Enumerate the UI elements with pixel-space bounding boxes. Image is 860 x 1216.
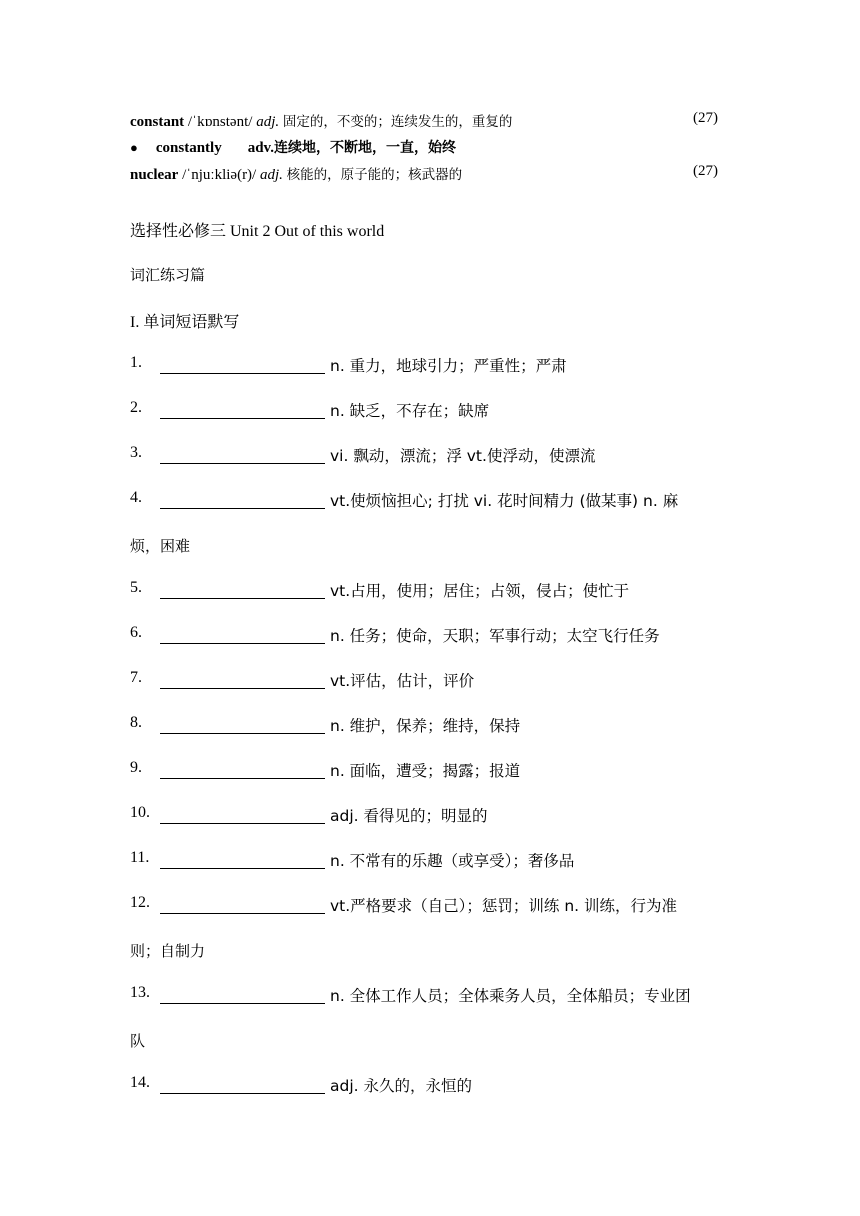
item-definition: vt.严格要求（自己）；惩罚；训练 n. 训练，行为准 — [330, 897, 678, 915]
item-number: 3. — [130, 444, 142, 461]
answer-blank[interactable] — [160, 1003, 325, 1004]
vocab-entry-nuclear — [130, 163, 462, 184]
item-definition: adj. 看得见的；明显的 — [330, 807, 488, 825]
item-number: 14. — [130, 1074, 150, 1091]
item-definition: vt.评估，估计，评价 — [330, 672, 475, 690]
item-number: 6. — [130, 624, 142, 641]
item-definition: n. 面临，遭受；揭露；报道 — [330, 762, 521, 780]
answer-blank[interactable] — [160, 598, 325, 599]
item-number: 8. — [130, 714, 142, 731]
bullet-icon: ● — [130, 140, 138, 155]
section-title: 词汇练习篇 — [130, 266, 206, 284]
item-number: 10. — [130, 804, 150, 821]
page-reference: (27) — [693, 110, 718, 126]
item-definition: n. 任务；使命，天职；军事行动；太空飞行任务 — [330, 627, 660, 645]
item-number: 11. — [130, 849, 150, 866]
item-definition: adj. 永久的，永恒的 — [330, 1077, 472, 1095]
vocab-pos: adj. — [259, 167, 283, 183]
item-definition: vt.使烦恼担心; 打扰 vi. 花时间精力 (做某事) n. 麻 — [330, 492, 679, 510]
item-number: 9. — [130, 759, 142, 776]
answer-blank[interactable] — [160, 823, 325, 824]
item-definition: n. 不常有的乐趣（或享受）；奢侈品 — [330, 852, 575, 870]
item-number: 7. — [130, 669, 142, 686]
vocab-meaning: 核能的，原子能的；核武器的 — [286, 167, 463, 183]
bullet-pos: adv. — [247, 140, 274, 156]
answer-blank[interactable] — [160, 778, 325, 779]
item-definition: vt.占用，使用；居住；占领，侵占；使忙于 — [330, 582, 630, 600]
bullet-entry-constantly — [130, 137, 456, 157]
item-definition: n. 缺乏，不存在；缺席 — [330, 402, 490, 420]
unit-title: 选择性必修三 Unit 2 Out of this world — [130, 223, 385, 240]
item-definition-continued: 队 — [130, 1032, 146, 1050]
answer-blank[interactable] — [160, 913, 325, 914]
answer-blank[interactable] — [160, 463, 325, 464]
item-definition: n. 全体工作人员；全体乘务人员，全体船员；专业团 — [330, 987, 691, 1005]
exercise-title: I. 单词短语默写 — [130, 314, 240, 331]
answer-blank[interactable] — [160, 688, 325, 689]
item-number: 2. — [130, 399, 142, 416]
item-definition: vi. 飘动，漂流；浮 vt.使浮动，使漂流 — [330, 447, 596, 465]
item-number: 1. — [130, 354, 142, 371]
item-number: 5. — [130, 579, 142, 596]
page-reference: (27) — [693, 163, 718, 179]
item-number: 12. — [130, 894, 150, 911]
item-number: 4. — [130, 489, 142, 506]
item-definition-continued: 烦，困难 — [130, 537, 191, 555]
vocab-phonetic: /ˈkɒnstənt/ — [187, 114, 253, 130]
vocab-meaning: 固定的，不变的；连续发生的，重复的 — [282, 114, 513, 130]
item-definition: n. 重力，地球引力；严重性；严肃 — [330, 357, 567, 375]
answer-blank[interactable] — [160, 508, 325, 509]
answer-blank[interactable] — [160, 733, 325, 734]
answer-blank[interactable] — [160, 643, 325, 644]
answer-blank[interactable] — [160, 418, 325, 419]
item-definition: n. 维护，保养；维持，保持 — [330, 717, 521, 735]
vocab-entry-constant — [130, 110, 512, 131]
item-definition-continued: 则；自制力 — [130, 942, 206, 960]
vocab-pos: adj. — [256, 114, 280, 130]
answer-blank[interactable] — [160, 373, 325, 374]
vocab-word: constant — [130, 114, 185, 130]
vocab-phonetic: /ˈnjuːkliə(r)/ — [182, 167, 257, 183]
bullet-meaning: 连续地，不断地，一直，始终 — [273, 140, 456, 156]
item-number: 13. — [130, 984, 150, 1001]
bullet-word: constantly — [155, 140, 222, 156]
vocab-word: nuclear — [130, 167, 179, 183]
answer-blank[interactable] — [160, 1093, 325, 1094]
answer-blank[interactable] — [160, 868, 325, 869]
